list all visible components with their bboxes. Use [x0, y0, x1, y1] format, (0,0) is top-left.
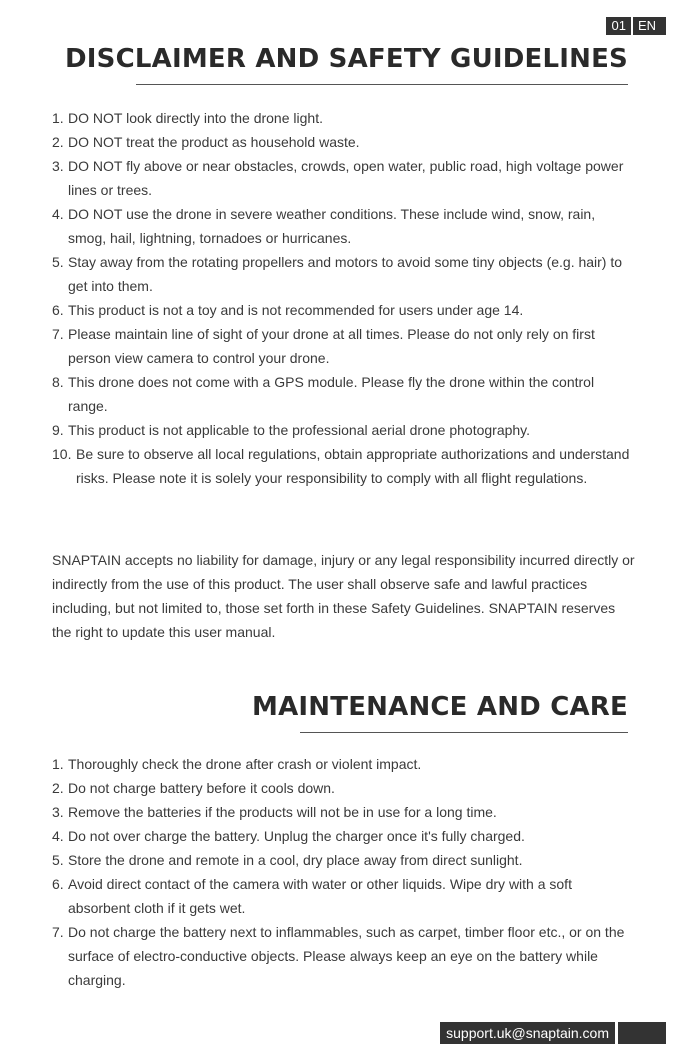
footer: [440, 1022, 666, 1044]
list-item: [52, 872, 636, 920]
item-number: 4.: [52, 206, 64, 222]
item-text: Avoid direct contact of the camera with water or other liquids. Wipe dry with a soft absorbent cloth if it gets wet.: [68, 876, 572, 916]
maintenance-title: MAINTENANCE AND CARE: [252, 692, 628, 722]
item-number: 6.: [52, 876, 64, 892]
item-text: Do not over charge the battery. Unplug the charger once it's fully charged.: [68, 828, 525, 844]
item-text: Thoroughly check the drone after crash or violent impact.: [68, 756, 422, 772]
maintenance-divider: [300, 732, 628, 733]
list-item: [52, 442, 636, 490]
disclaimer-title: DISCLAIMER AND SAFETY GUIDELINES: [65, 44, 628, 74]
item-text: Stay away from the rotating propellers and motors to avoid some tiny objects (e.g. hair) to get into them.: [68, 254, 623, 294]
disclaimer-divider: [136, 84, 628, 85]
item-text: This drone does not come with a GPS module. Please fly the drone within the control range.: [68, 374, 595, 414]
item-text: Store the drone and remote in a cool, dry place away from direct sunlight.: [68, 852, 523, 868]
liability-paragraph: SNAPTAIN accepts no liability for damage, injury or any legal responsibility incurred directly or indirectly from the use of this product. The user shall observe safe and lawful practices including, but not limited to, those set forth in these Safety Guidelines. SNAPTAIN reserves the right to update this user manual.: [52, 552, 635, 640]
list-item: [52, 154, 636, 202]
item-text: DO NOT treat the product as household waste.: [68, 134, 360, 150]
list-item: [52, 418, 636, 442]
list-item: [52, 106, 636, 130]
item-number: 10.: [52, 446, 72, 462]
item-text: DO NOT fly above or near obstacles, crowds, open water, public road, high voltage power lines or trees.: [68, 158, 624, 198]
footer-bar: [618, 1022, 666, 1044]
item-number: 6.: [52, 302, 64, 318]
item-number: 8.: [52, 374, 64, 390]
item-text: Please maintain line of sight of your drone at all times. Please do not only rely on first person view camera to control your drone.: [68, 326, 595, 366]
maintenance-list: [52, 752, 636, 992]
list-item: [52, 250, 636, 298]
item-number: 3.: [52, 158, 64, 174]
item-number: 1.: [52, 110, 64, 126]
item-number: 4.: [52, 828, 64, 844]
item-text: Remove the batteries if the products will not be in use for a long time.: [68, 804, 497, 820]
item-number: 2.: [52, 134, 64, 150]
list-item: [52, 202, 636, 250]
list-item: [52, 920, 636, 992]
item-text: Do not charge the battery next to inflammables, such as carpet, timber floor etc., or on the surface of electro-conductive objects. Please always keep an eye on the battery while charging.: [68, 924, 625, 988]
item-text: DO NOT look directly into the drone light.: [68, 110, 323, 126]
item-number: 1.: [52, 756, 64, 772]
language-label: EN: [633, 17, 666, 35]
item-number: 7.: [52, 326, 64, 342]
list-item: [52, 800, 636, 824]
item-number: 3.: [52, 804, 64, 820]
item-text: This product is not a toy and is not recommended for users under age 14.: [68, 302, 524, 318]
list-item: [52, 370, 636, 418]
support-email-link[interactable]: support.uk@snaptain.com: [440, 1022, 615, 1044]
item-text: Do not charge battery before it cools down.: [68, 780, 335, 796]
list-item: [52, 322, 636, 370]
page-tag: [606, 17, 666, 35]
list-item: [52, 298, 636, 322]
page-number: 01: [606, 17, 630, 35]
disclaimer-list: [52, 106, 636, 490]
item-number: 9.: [52, 422, 64, 438]
item-text: This product is not applicable to the professional aerial drone photography.: [68, 422, 531, 438]
item-number: 2.: [52, 780, 64, 796]
item-text: DO NOT use the drone in severe weather conditions. These include wind, snow, rain, smog, hail, lightning, tornadoes or hurricanes.: [68, 206, 596, 246]
item-number: 5.: [52, 852, 64, 868]
list-item: [52, 752, 636, 776]
list-item: [52, 776, 636, 800]
item-number: 7.: [52, 924, 64, 940]
list-item: [52, 130, 636, 154]
list-item: [52, 824, 636, 848]
list-item: [52, 848, 636, 872]
item-number: 5.: [52, 254, 64, 270]
item-text: Be sure to observe all local regulations, obtain appropriate authorizations and understand risks. Please note it is solely your responsibility to comply with all flight regulations.: [76, 446, 630, 486]
